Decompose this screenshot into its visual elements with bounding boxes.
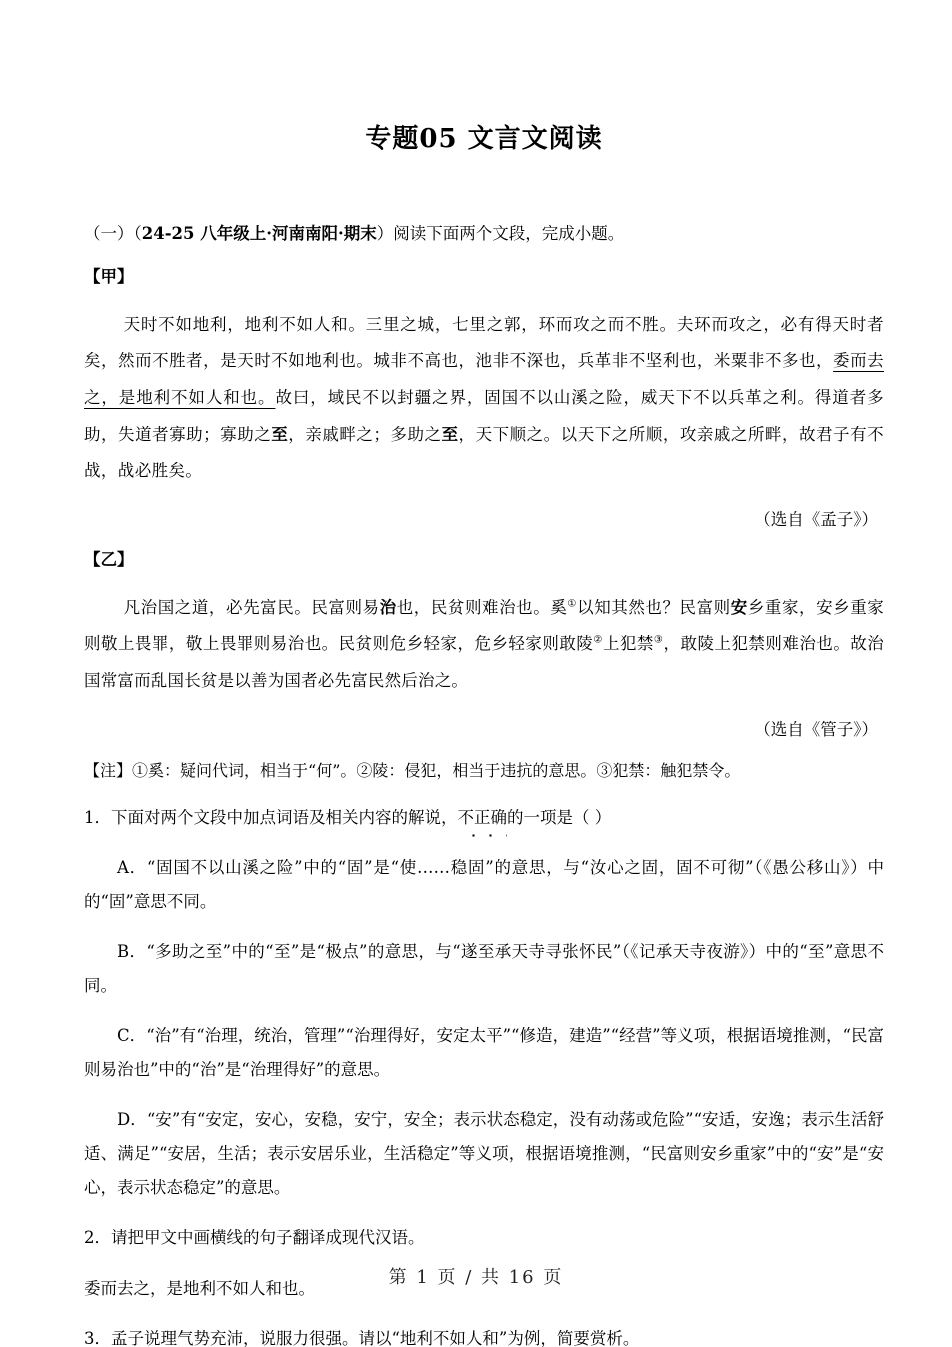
- passage-yi-bold-an: 安: [730, 597, 748, 617]
- passage-yi-seg4: 乡重家，安乡重家则敬上畏罪，敬上畏罪则易治也。民贫则危乡轻家，危乡轻家则敢陵: [84, 597, 885, 654]
- passage-jia-text: [84, 307, 884, 490]
- notes-label: 【注】: [84, 760, 133, 780]
- question-1-stem: [84, 801, 884, 835]
- passage-yi-seg2: 也，民贫则难治也。奚: [396, 597, 568, 617]
- passage-jia-bold-zhi2: 至: [441, 424, 459, 444]
- passage-jia-bold-zhi1: 至: [271, 424, 289, 444]
- passage-yi-source: （选自《管子》）: [754, 720, 878, 740]
- page-footer: 第 1 页 / 共 16 页: [388, 1267, 564, 1288]
- note-marker-2: ②: [593, 634, 603, 646]
- question-2-text: 请把甲文中画横线的句子翻译成现代汉语。: [111, 1228, 425, 1248]
- question-3-text: 孟子说理气势充沛，说服力很强。请以“地利不如人和”为例，简要赏析。: [111, 1328, 640, 1347]
- question-2-stem: [84, 1221, 884, 1255]
- question-2-number: 2．: [84, 1228, 111, 1248]
- page-title: 专题05 文言文阅读: [365, 124, 603, 154]
- passage-label-yi: 【乙】: [84, 549, 134, 569]
- group-instruction: ）阅读下面两个文段，完成小题。: [376, 224, 625, 243]
- question-1-option-a[interactable]: A．“固国不以山溪之险”中的“固”是“使……稳固”的意思，与“汝心之固，固不可彻”（《愚公移山》）中的“固”意思不同。: [84, 857, 884, 911]
- question-group-header: [84, 221, 884, 247]
- passage-jia-part2: 故曰，域民不以封疆之界，固国不以山溪之险，威天下不以兵革之利。得道者多助，失道者寡助；寡助之: [84, 388, 885, 444]
- passage-yi-seg3: 以知其然也？民富则: [577, 597, 731, 617]
- group-source-tag: 24-25 八年级上·河南南阳·期末: [141, 224, 377, 243]
- passage-yi-bold-zhi: 治: [379, 597, 397, 617]
- page-content: [84, 0, 884, 1347]
- question-1-stem-before: 下面对两个文段中加点词语及相关内容的解说，: [111, 807, 458, 827]
- passage-jia-underlined: 委而去之，是地利不如人和也。: [84, 351, 884, 408]
- note-marker-3: ③: [653, 634, 664, 646]
- passage-yi-seg6: ，敢陵上犯禁则难治也。故治国常富而乱国长贫是以善为国者必先富民然后治之。: [84, 634, 884, 691]
- question-3-number: 3．: [84, 1328, 111, 1347]
- group-number-label: （一）（: [84, 224, 142, 243]
- passage-yi-text: [84, 590, 884, 700]
- passage-jia-part1: 天时不如地利，地利不如人和。三里之城，七里之郭，环而攻之而不胜。夫环而攻之，必有得天时者矣，然而不胜者，是天时不如地利也。城非不高也，池非不深也，兵革非不坚利也，米粟非不多也，: [84, 314, 884, 371]
- question-1-option-c[interactable]: C．“治”有“治理，统治，管理”“治理得好，安定太平”“修造，建造”“经营”等义项，根据语境推测，“民富则易治也”中的“治”是“治理得好”的意思。: [84, 1026, 884, 1080]
- passage-yi-seg1: 凡治国之道，必先富民。民富则易: [123, 597, 380, 617]
- question-3-stem: [84, 1322, 884, 1347]
- question-1-option-b[interactable]: B．“多助之至”中的“至”是“极点”的意思，与“遂至承天寺寻张怀民”（《记承天寺夜游》）中的“至”意思不同。: [84, 942, 884, 995]
- notes-text: ①奚：疑问代词，相当于“何”。②陵：侵犯，相当于违抗的意思。③犯禁：触犯禁令。: [132, 760, 741, 780]
- passage-yi-seg5: 上犯禁: [602, 634, 654, 654]
- passage-jia-part4: ，天下顺之。以天下之所顺，攻亲戚之所畔，故君子有不战，战必胜矣。: [84, 424, 885, 481]
- notes-line: [84, 757, 884, 785]
- passage-label-jia: 【甲】: [84, 266, 134, 286]
- note-marker-1: ①: [567, 598, 578, 610]
- passage-jia-source: （选自《孟子》）: [754, 510, 878, 530]
- question-1-stem-after: 的一项是（ ）: [507, 807, 612, 827]
- question-2-sentence: 委而去之，是地利不如人和也。: [84, 1278, 315, 1298]
- question-1-number: 1．: [84, 807, 111, 827]
- question-1-emphasis: 不正确: [458, 801, 508, 835]
- passage-jia-part3: ，亲戚畔之；多助之: [288, 424, 442, 444]
- question-1-option-d[interactable]: D．“安”有“安定，安心，安稳，安宁，安全；表示状态稳定，没有动荡或危险”“安适，安逸；表示生活舒适、满足”“安居，生活；表示安居乐业，生活稳定”等义项，根据语境推测，“民富则安乡重家”中的“安”是“安心，表示状态稳定”的意思。: [84, 1110, 884, 1197]
